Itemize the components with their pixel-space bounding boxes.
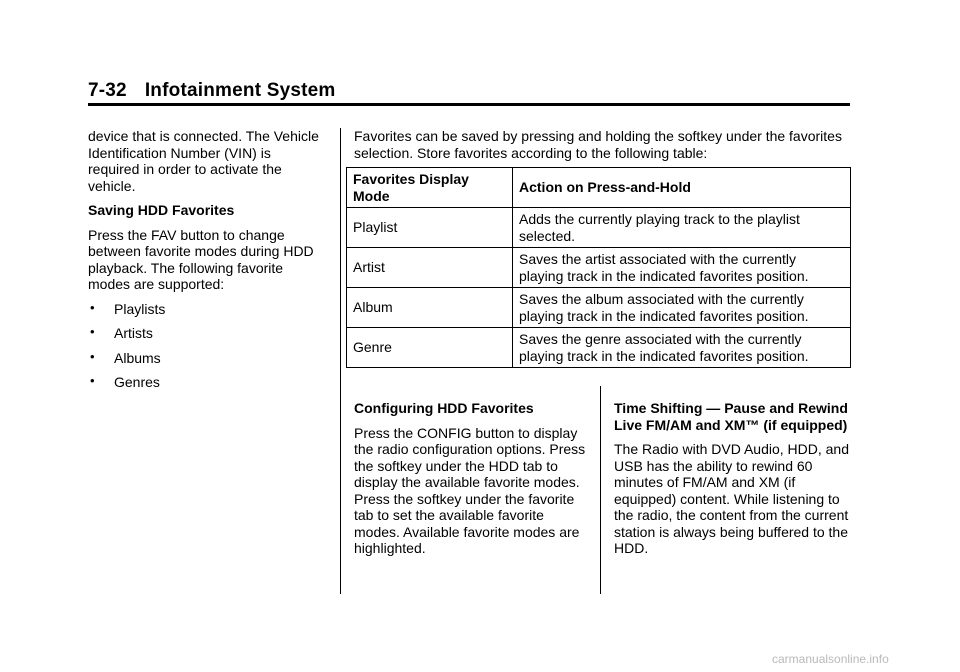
time-shifting-heading: Time Shifting — Pause and Rewind Live FM/AM and XM™ (if equipped)	[614, 400, 848, 433]
right-column	[614, 400, 850, 565]
list-item: • Artists	[88, 325, 326, 342]
section-title: Infotainment System	[144, 80, 336, 101]
table-header-cell: Favorites Display Mode	[347, 168, 513, 208]
favorites-intro-paragraph: Favorites can be saved by pressing and holding the softkey under the favorites selection. Store favorites according to the following table:	[354, 128, 842, 161]
favorites-intro	[354, 128, 854, 169]
table-row	[347, 288, 851, 328]
configuring-favorites-paragraph: Press the CONFIG button to display the radio configuration options. Press the softkey under the HDD tab to display the available favorite modes. Press the softkey under the favorite tab to set the available favorite modes. Available favorite modes are highlighted.	[354, 424, 586, 556]
list-item: • Genres	[88, 374, 326, 391]
table-cell-action: Saves the genre associated with the currently playing track in the indicated favorites position.	[513, 328, 851, 368]
table-header-cell: Action on Press-and-Hold	[513, 168, 851, 208]
page-number: 7-32	[88, 80, 127, 101]
table-cell-action: Adds the currently playing track to the playlist selected.	[513, 208, 851, 248]
favorites-table	[346, 167, 851, 368]
column-divider-left	[340, 128, 341, 594]
table-header-row	[347, 168, 851, 208]
table-row	[347, 328, 851, 368]
saving-favorites-heading: Saving HDD Favorites	[88, 202, 235, 218]
table-cell-mode: Artist	[347, 248, 513, 288]
list-item: • Playlists	[88, 301, 326, 318]
time-shifting-paragraph: The Radio with DVD Audio, HDD, and USB has the ability to rewind 60 minutes of FM/AM and XM (if equipped) content. While listening to the radio, the content from the current station is always being buffered to the HDD.	[614, 441, 849, 556]
left-column	[88, 128, 326, 399]
favorite-modes-list	[88, 301, 326, 391]
table-cell-mode: Playlist	[347, 208, 513, 248]
middle-column	[354, 400, 590, 565]
watermark: carmanualsonline.info	[772, 652, 889, 666]
list-item: • Albums	[88, 350, 326, 367]
table-cell-action: Saves the album associated with the currently playing track in the indicated favorites position.	[513, 288, 851, 328]
saving-favorites-paragraph: Press the FAV button to change between favorite modes during HDD playback. The following favorite modes are supported:	[88, 226, 314, 292]
continued-paragraph: device that is connected. The Vehicle Identification Number (VIN) is required in order to activate the vehicle.	[88, 128, 319, 194]
table-cell-mode: Genre	[347, 328, 513, 368]
table-cell-mode: Album	[347, 288, 513, 328]
header-rule	[88, 103, 850, 106]
column-divider-right	[600, 386, 601, 594]
page-header	[88, 80, 336, 102]
table-row	[347, 208, 851, 248]
table-row	[347, 248, 851, 288]
table-cell-action: Saves the artist associated with the currently playing track in the indicated favorites position.	[513, 248, 851, 288]
configuring-favorites-heading: Configuring HDD Favorites	[354, 400, 534, 416]
